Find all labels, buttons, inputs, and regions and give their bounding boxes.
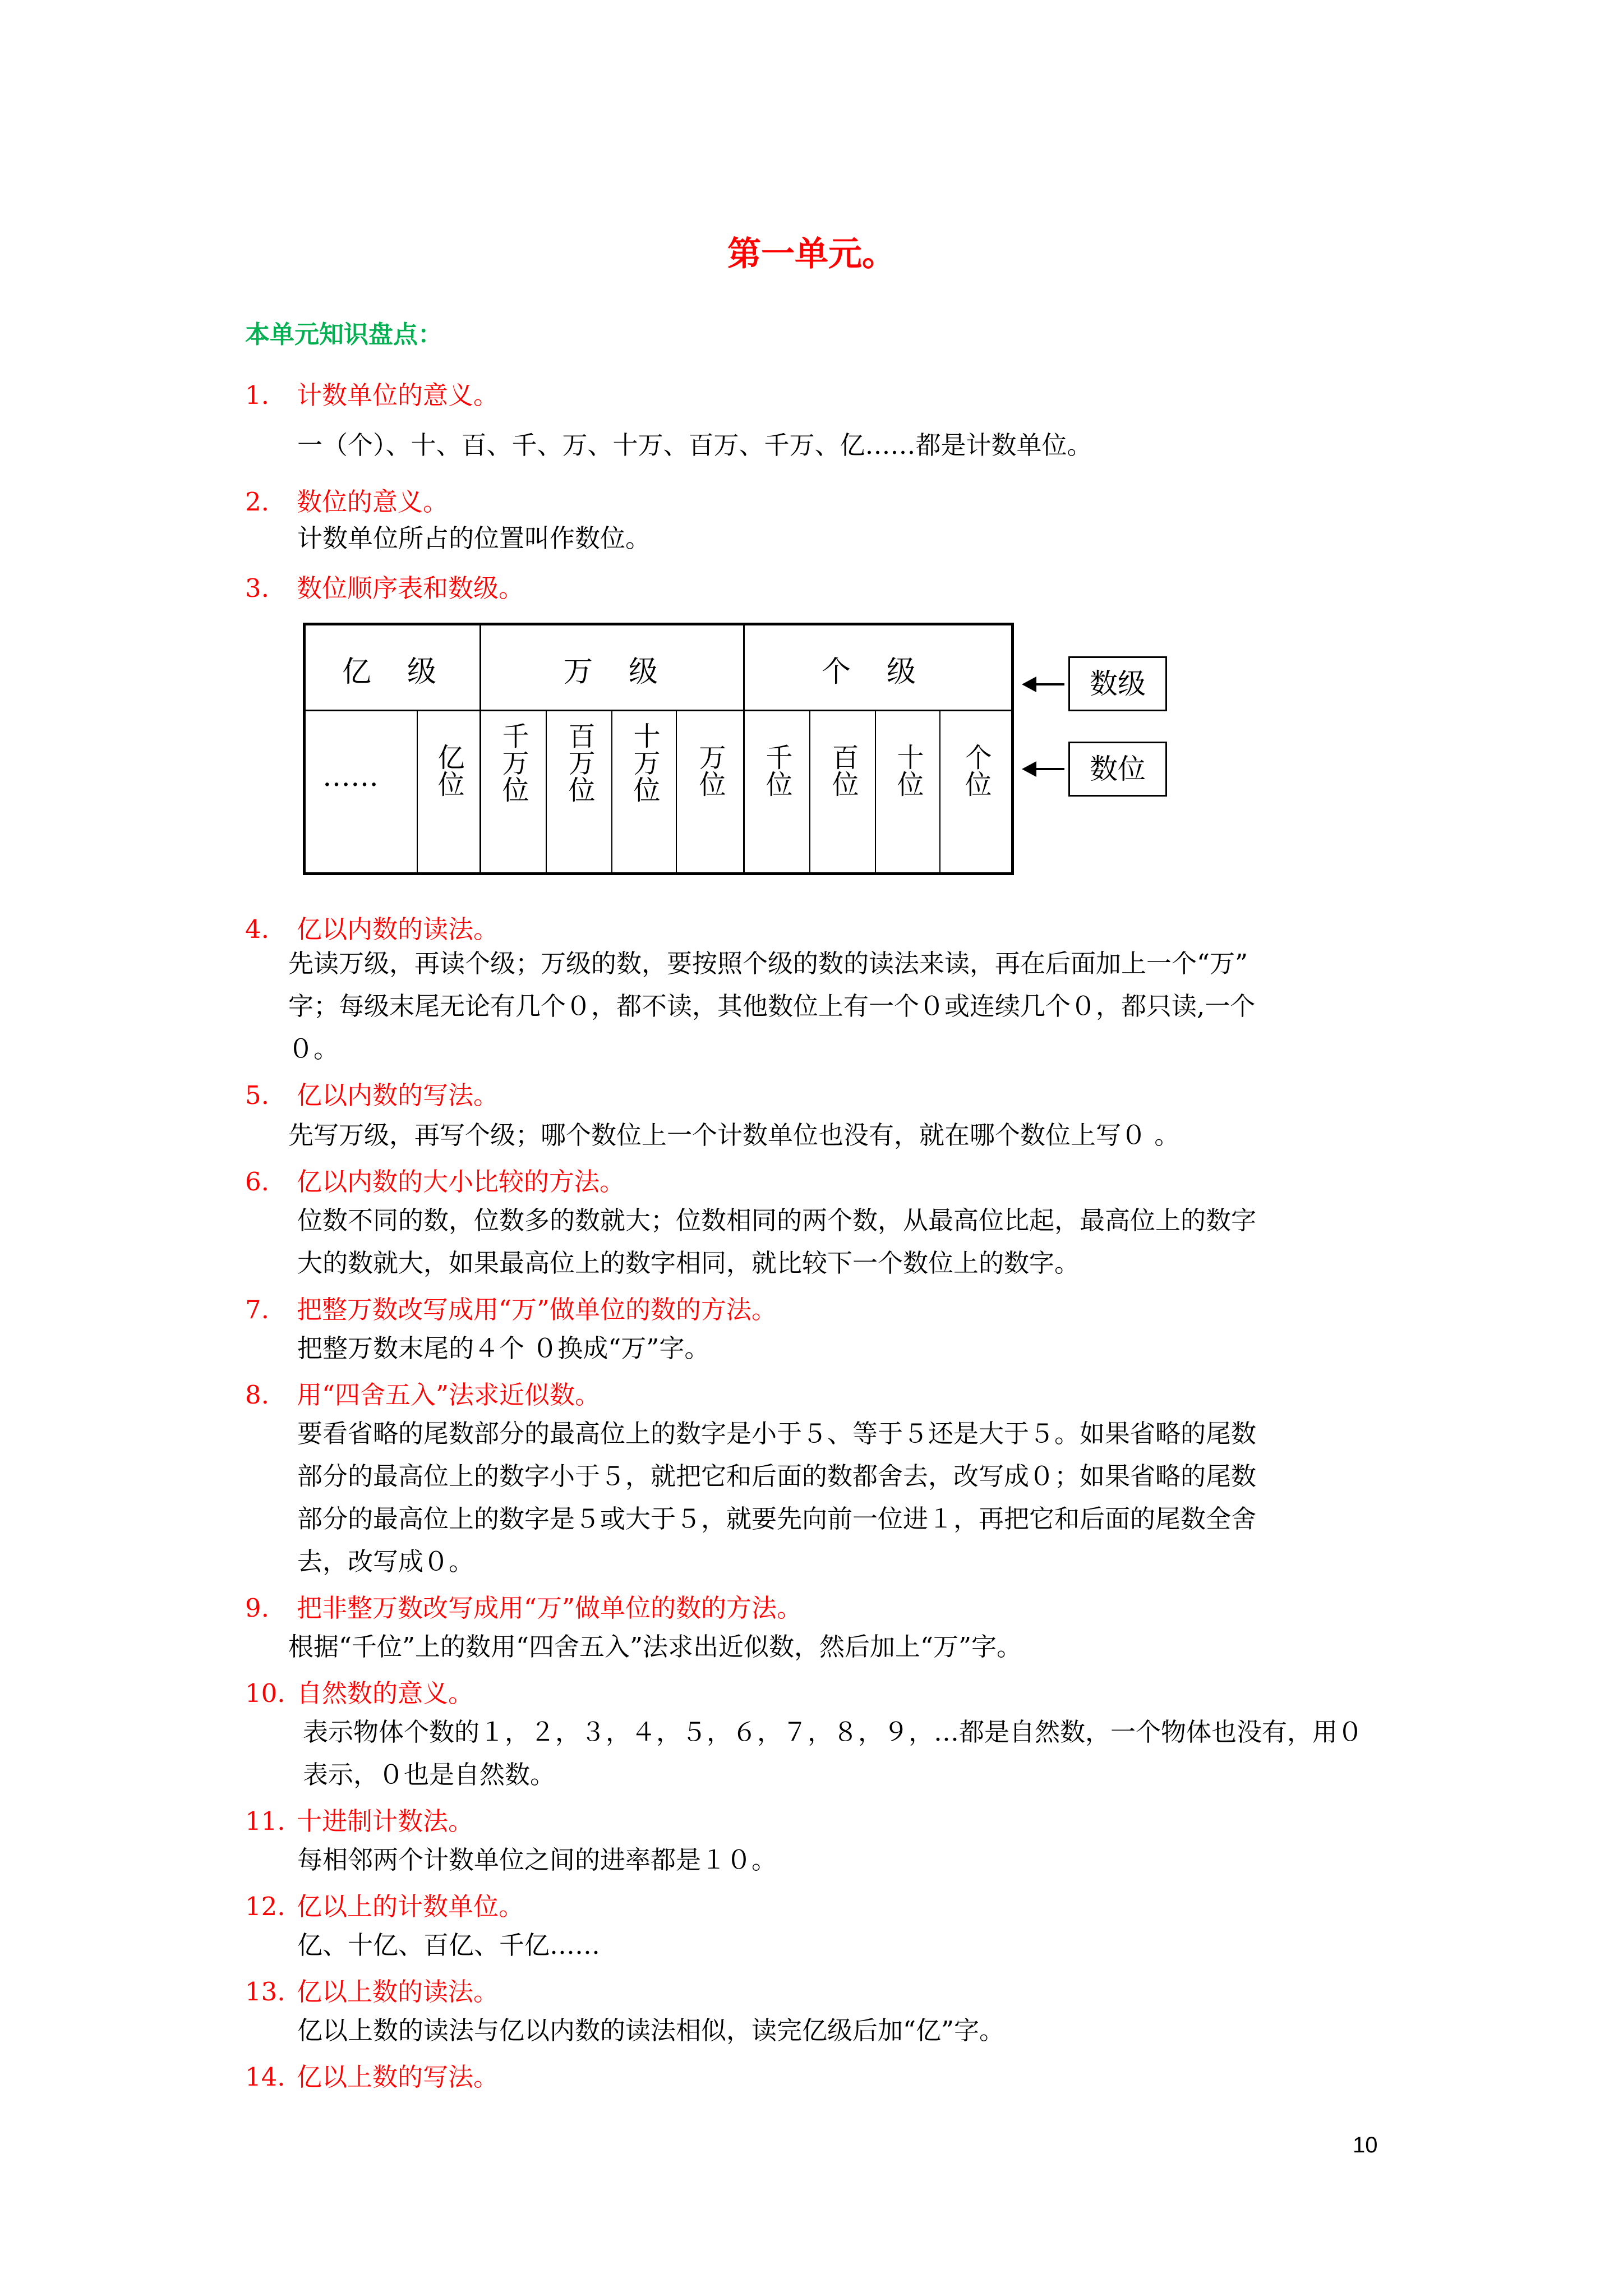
section-6-line-2: 大的数就大，如果最高位上的数字相同，就比较下一个数位上的数字。 xyxy=(297,1248,1080,1278)
section-10-line-2: 表示，０也是自然数。 xyxy=(303,1760,556,1789)
group-ge: 个级 xyxy=(822,655,952,689)
section-8-line-2: 部分的最高位上的数字小于５，就把它和后面的数都舍去，改写成０；如果省略的尾数 xyxy=(297,1461,1257,1491)
section-heading-10: 10. 自然数的意义。 xyxy=(245,1678,474,1708)
section-heading-12: 12. 亿以上的计数单位。 xyxy=(245,1892,524,1921)
section-heading-8: 8. 用“四舍五入”法求近似数。 xyxy=(245,1380,601,1410)
column-yi: 亿位 xyxy=(433,743,464,797)
group-yi: 亿级 xyxy=(342,655,473,689)
section-8-line-4: 去，改写成０。 xyxy=(297,1547,474,1576)
section-13-text: 亿以上数的读法与亿以内数的读法相似，读完亿级后加“亿”字。 xyxy=(297,2016,1005,2045)
arrow-left-icon xyxy=(1022,677,1036,692)
section-heading-5: 5. 亿以内数的写法。 xyxy=(245,1080,499,1110)
section-11-text: 每相邻两个计数单位之间的进率都是１０。 xyxy=(297,1845,777,1875)
column-shi: 十位 xyxy=(892,743,924,797)
section-heading-9: 9. 把非整万数改写成用“万”做单位的数的方法。 xyxy=(245,1593,803,1623)
section-7-text: 把整万数末尾的４个 ０换成“万”字。 xyxy=(297,1333,710,1363)
section-heading-2: 2. 数位的意义。 xyxy=(245,487,449,517)
column-wan: 万位 xyxy=(694,743,726,797)
section-6-line-1: 位数不同的数，位数多的数就大；位数相同的两个数，从最高位比起，最高位上的数字 xyxy=(297,1205,1257,1235)
section-subtitle: 本单元知识盘点： xyxy=(245,320,442,349)
group-wan: 万级 xyxy=(564,655,694,689)
section-heading-4: 4. 亿以内数的读法。 xyxy=(245,914,499,944)
page-title: 第一单元。 xyxy=(727,234,896,274)
section-heading-6: 6. 亿以内数的大小比较的方法。 xyxy=(245,1167,625,1197)
section-12-text: 亿、十亿、百亿、千亿…… xyxy=(297,1930,601,1960)
section-4-line-1: 先读万级，再读个级；万级的数，要按照个级的数的读法来读，再在后面加上一个“万” xyxy=(288,949,1248,978)
section-8-line-3: 部分的最高位上的数字是５或大于５，就要先向前一位进１，再把它和后面的尾数全舍 xyxy=(297,1504,1257,1534)
section-heading-3: 3. 数位顺序表和数级。 xyxy=(245,573,524,603)
arrow-left-icon xyxy=(1022,761,1036,777)
column-qianwan: 千万位 xyxy=(497,722,529,803)
section-9-text: 根据“千位”上的数用“四舍五入”法求出近似数，然后加上“万”字。 xyxy=(288,1632,1022,1662)
column-shiwan: 十万位 xyxy=(629,722,660,803)
section-4-line-2: 字；每级末尾无论有几个０，都不读，其他数位上有一个０或连续几个０，都只读,一个 xyxy=(288,991,1256,1021)
group-label-box: 数级 xyxy=(1068,656,1167,711)
section-5-text: 先写万级，再写个级；哪个数位上一个计数单位也没有，就在哪个数位上写０ 。 xyxy=(288,1120,1180,1150)
section-heading-7: 7. 把整万数改写成用“万”做单位的数的方法。 xyxy=(245,1295,777,1324)
column-baiwan: 百万位 xyxy=(564,722,595,803)
section-heading-14: 14. 亿以上数的写法。 xyxy=(245,2062,499,2092)
page-number: 10 xyxy=(1353,2133,1378,2157)
section-8-line-1: 要看省略的尾数部分的最高位上的数字是小于５、等于５还是大于５。如果省略的尾数 xyxy=(297,1419,1257,1448)
column-bai: 百位 xyxy=(827,743,859,797)
place-label-box: 数位 xyxy=(1068,742,1167,797)
section-heading-11: 11. 十进制计数法。 xyxy=(245,1806,474,1836)
section-heading-1: 1. 计数单位的意义。 xyxy=(245,380,499,410)
section-4-line-3: ０。 xyxy=(288,1034,339,1064)
column-qian: 千位 xyxy=(761,743,792,797)
section-heading-13: 13. 亿以上数的读法。 xyxy=(245,1977,499,2007)
place-value-table xyxy=(303,623,1014,875)
column-ge: 个位 xyxy=(960,743,992,797)
section-1-text: 一（个）、十、百、千、万、十万、百万、千万、亿……都是计数单位。 xyxy=(297,430,1092,460)
section-10-line-1: 表示物体个数的１，２，３，４，５，６，７，８，９，…都是自然数，一个物体也没有，用０ xyxy=(303,1717,1363,1747)
section-2-text: 计数单位所占的位置叫作数位。 xyxy=(297,523,651,553)
ellipsis-cell: …… xyxy=(322,760,379,793)
